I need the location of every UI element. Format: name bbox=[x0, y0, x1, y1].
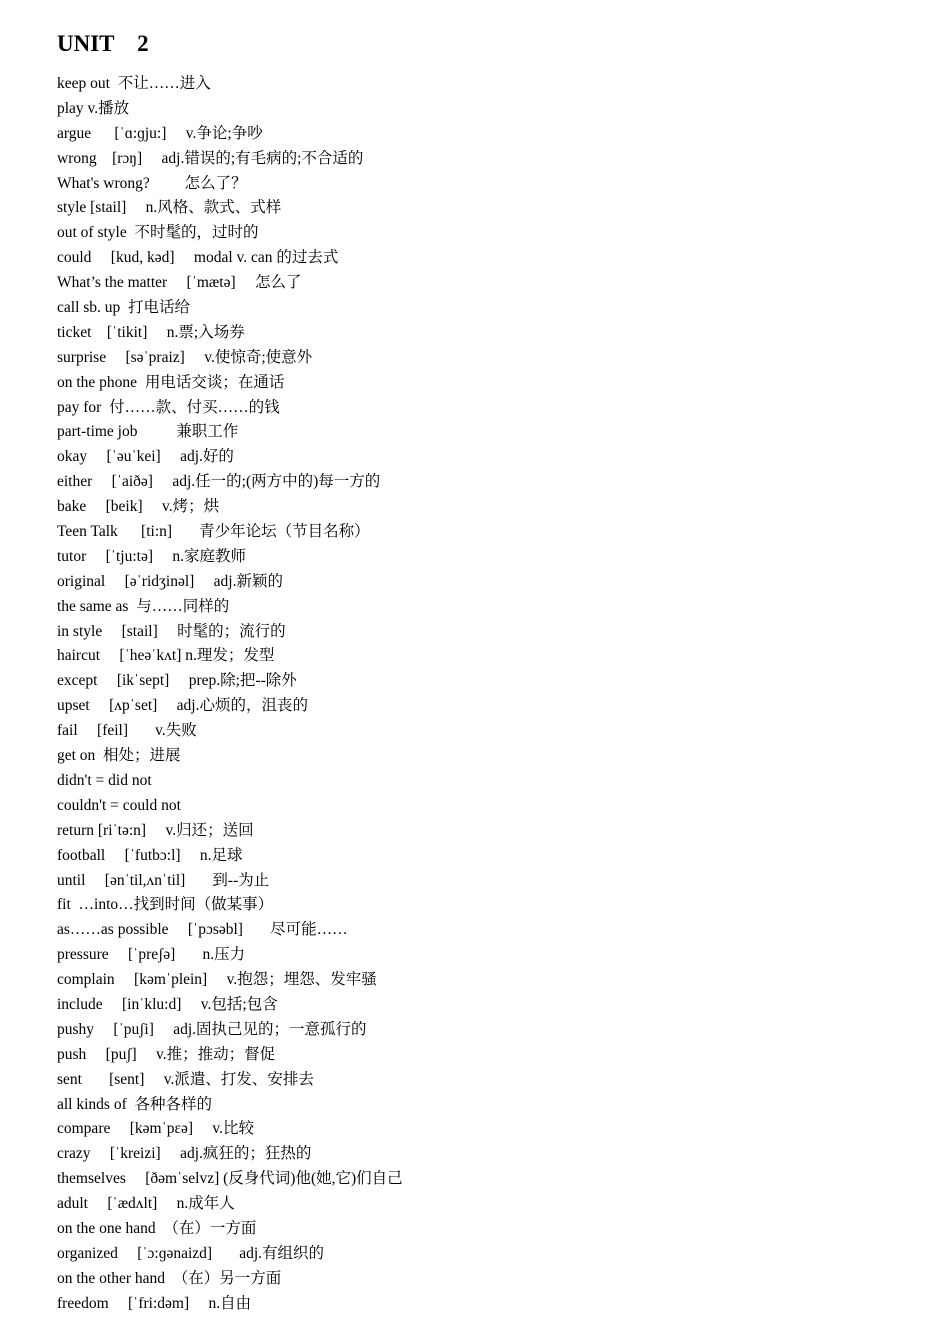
vocabulary-entry: on the one hand （在）一方面 bbox=[57, 1219, 257, 1237]
vocabulary-entry: fail [feil] v.失败 bbox=[57, 722, 197, 740]
vocabulary-entry: include [inˈklu:d] v.包括;包含 bbox=[57, 995, 278, 1013]
vocabulary-entry: all kinds of 各种各样的 bbox=[57, 1095, 212, 1113]
vocabulary-entry: complain [kəmˈplein] v.抱怨；埋怨、发牢骚 bbox=[57, 971, 377, 989]
unit-title: UNIT 2 bbox=[57, 31, 149, 56]
vocabulary-entry: Teen Talk [ti:n] 青少年论坛（节目名称） bbox=[57, 523, 370, 541]
vocabulary-entry: crazy [ˈkreizi] adj.疯狂的；狂热的 bbox=[57, 1145, 312, 1163]
vocabulary-entry: on the phone 用电话交谈；在通话 bbox=[57, 373, 285, 391]
vocabulary-entry: part-time job 兼职工作 bbox=[57, 423, 239, 441]
vocabulary-entry: upset [ʌpˈset] adj.心烦的，沮丧的 bbox=[57, 697, 308, 715]
vocabulary-entry: didn't = did not bbox=[57, 771, 152, 789]
vocabulary-entry: tutor [ˈtju:tə] n.家庭教师 bbox=[57, 547, 246, 565]
document-page bbox=[57, 30, 937, 1317]
vocabulary-entry: play v.播放 bbox=[57, 99, 130, 117]
vocabulary-entry: either [ˈaiðə] adj.任一的;(两方中的)每一方的 bbox=[57, 473, 381, 491]
vocabulary-entry: compare [kəmˈpɛə] v.比较 bbox=[57, 1120, 255, 1138]
vocabulary-entry: the same as 与……同样的 bbox=[57, 597, 230, 615]
vocabulary-entry: okay [ˈəuˈkei] adj.好的 bbox=[57, 448, 234, 466]
vocabulary-entry: push [puʃ] v.推；推动；督促 bbox=[57, 1045, 276, 1063]
vocabulary-entry: sent [sent] v.派遣、打发、安排去 bbox=[57, 1070, 314, 1088]
vocabulary-entry: until [ənˈtil,ʌnˈtil] 到--为止 bbox=[57, 871, 270, 889]
vocabulary-entry: could [kud, kəd] modal v. can 的过去式 bbox=[57, 249, 339, 267]
vocabulary-entry: pushy [ˈpuʃi] adj.固执己见的；一意孤行的 bbox=[57, 1020, 367, 1038]
vocabulary-entry: wrong [rɔŋ] adj.错误的;有毛病的;不合适的 bbox=[57, 149, 364, 167]
vocabulary-entry: haircut [ˈheəˈkʌt] n.理发；发型 bbox=[57, 647, 275, 665]
vocabulary-entry: surprise [səˈpraiz] v.使惊奇;使意外 bbox=[57, 348, 313, 366]
vocabulary-entry: out of style 不时髦的，过时的 bbox=[57, 224, 259, 242]
vocabulary-entry: as……as possible [ˈpɔsəbl] 尽可能…… bbox=[57, 921, 348, 939]
vocabulary-entry: style [stail] n.风格、款式、式样 bbox=[57, 199, 282, 217]
vocabulary-entry: in style [stail] 时髦的；流行的 bbox=[57, 622, 286, 640]
vocabulary-entry: themselves [ðəmˈselvz] (反身代词)他(她,它)们自己 bbox=[57, 1170, 403, 1188]
vocabulary-entry: bake [beik] v.烤；烘 bbox=[57, 498, 220, 516]
vocabulary-entry: football [ˈfutbɔ:l] n.足球 bbox=[57, 846, 243, 864]
vocabulary-list bbox=[57, 72, 937, 1317]
vocabulary-entry: ticket [ˈtikit] n.票;入场券 bbox=[57, 323, 245, 341]
vocabulary-entry: on the other hand （在）另一方面 bbox=[57, 1269, 282, 1287]
vocabulary-entry: keep out 不让……进入 bbox=[57, 75, 211, 92]
vocabulary-entry: pay for 付……款、付买……的钱 bbox=[57, 398, 280, 416]
vocabulary-entry: What’s the matter [ˈmætə] 怎么了 bbox=[57, 274, 302, 292]
vocabulary-entry: get on 相处；进展 bbox=[57, 747, 181, 765]
vocabulary-entry: What's wrong? 怎么了？ bbox=[57, 174, 247, 192]
vocabulary-entry: call sb. up 打电话给 bbox=[57, 299, 191, 317]
vocabulary-entry: original [əˈridʒinəl] adj.新颖的 bbox=[57, 572, 283, 590]
vocabulary-entry: couldn't = could not bbox=[57, 796, 181, 814]
vocabulary-entry: argue [ˈɑ:ɡju:] v.争论;争吵 bbox=[57, 124, 263, 142]
vocabulary-entry: freedom [ˈfri:dəm] n.自由 bbox=[57, 1294, 252, 1312]
vocabulary-entry: fit …into…找到时间（做某事） bbox=[57, 896, 274, 914]
vocabulary-entry: return [riˈtə:n] v.归还；送回 bbox=[57, 821, 254, 839]
vocabulary-entry: pressure [ˈpreʃə] n.压力 bbox=[57, 946, 246, 964]
vocabulary-entry: adult [ˈædʌlt] n.成年人 bbox=[57, 1195, 235, 1213]
vocabulary-entry: organized [ˈɔ:ɡənaizd] adj.有组织的 bbox=[57, 1244, 325, 1262]
vocabulary-entry: except [ikˈsept] prep.除;把--除外 bbox=[57, 672, 297, 690]
